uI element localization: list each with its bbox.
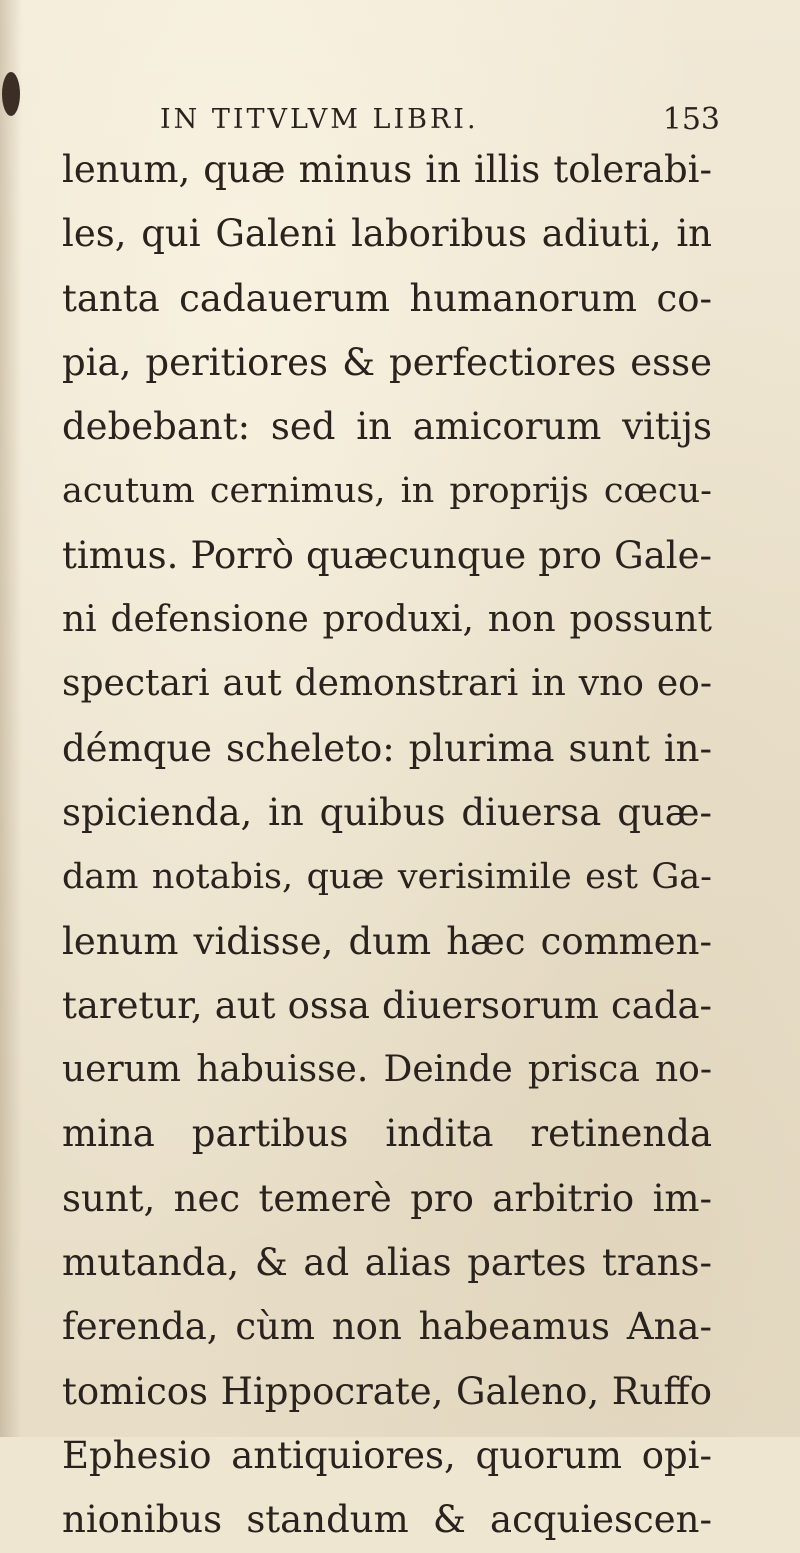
page-number: 153 <box>662 102 720 137</box>
body-text <box>62 138 712 1553</box>
text-line: lenum vidisse, dum hæc commen- <box>62 919 712 963</box>
text-line: debebant: sed in amicorum vitijs <box>62 405 712 449</box>
text-line: mina partibus indita retinenda <box>62 1112 712 1156</box>
text-line: nionibus standum & acquiescen- <box>62 1498 712 1542</box>
text-line: Ephesio antiquiores, quorum opi- <box>62 1433 712 1477</box>
text-line: pia, peritiores & perfectiores esse <box>62 340 712 384</box>
text-line: taretur, aut ossa diuersorum cada- <box>62 983 712 1027</box>
text-line: acutum cernimus, in proprijs cœcu- <box>62 471 712 512</box>
text-line: sunt, nec temerè pro arbitrio im- <box>62 1176 712 1220</box>
text-line: ferenda, cùm non habeamus Ana- <box>62 1305 712 1349</box>
page-edge-shadow <box>0 0 22 1437</box>
text-line: spectari aut demonstrari in vno eo- <box>62 663 712 705</box>
text-line: tanta cadauerum humanorum co- <box>62 276 712 320</box>
text-line: mutanda, & ad alias partes trans- <box>62 1241 712 1285</box>
text-line: timus. Porrò quæcunque pro Gale- <box>62 533 712 577</box>
running-title: IN TITVLVM LIBRI. <box>160 104 479 135</box>
running-head <box>160 100 720 140</box>
text-line: démque scheleto: plurima sunt in- <box>62 726 712 770</box>
text-line: tomicos Hippocrate, Galeno, Ruffo <box>62 1369 712 1413</box>
text-line: lenum, quæ minus in illis tolerabi- <box>62 148 712 191</box>
text-line: spicienda, in quibus diuersa quæ- <box>62 790 712 834</box>
ink-blot <box>2 72 20 116</box>
text-line: les, qui Galeni laboribus adiuti, in <box>62 212 712 256</box>
text-line: dam notabis, quæ verisimile est Ga- <box>62 857 712 898</box>
text-line: uerum habuisse. Deinde prisca no- <box>62 1049 712 1091</box>
text-line: ni defensione produxi, non possunt <box>62 599 712 641</box>
